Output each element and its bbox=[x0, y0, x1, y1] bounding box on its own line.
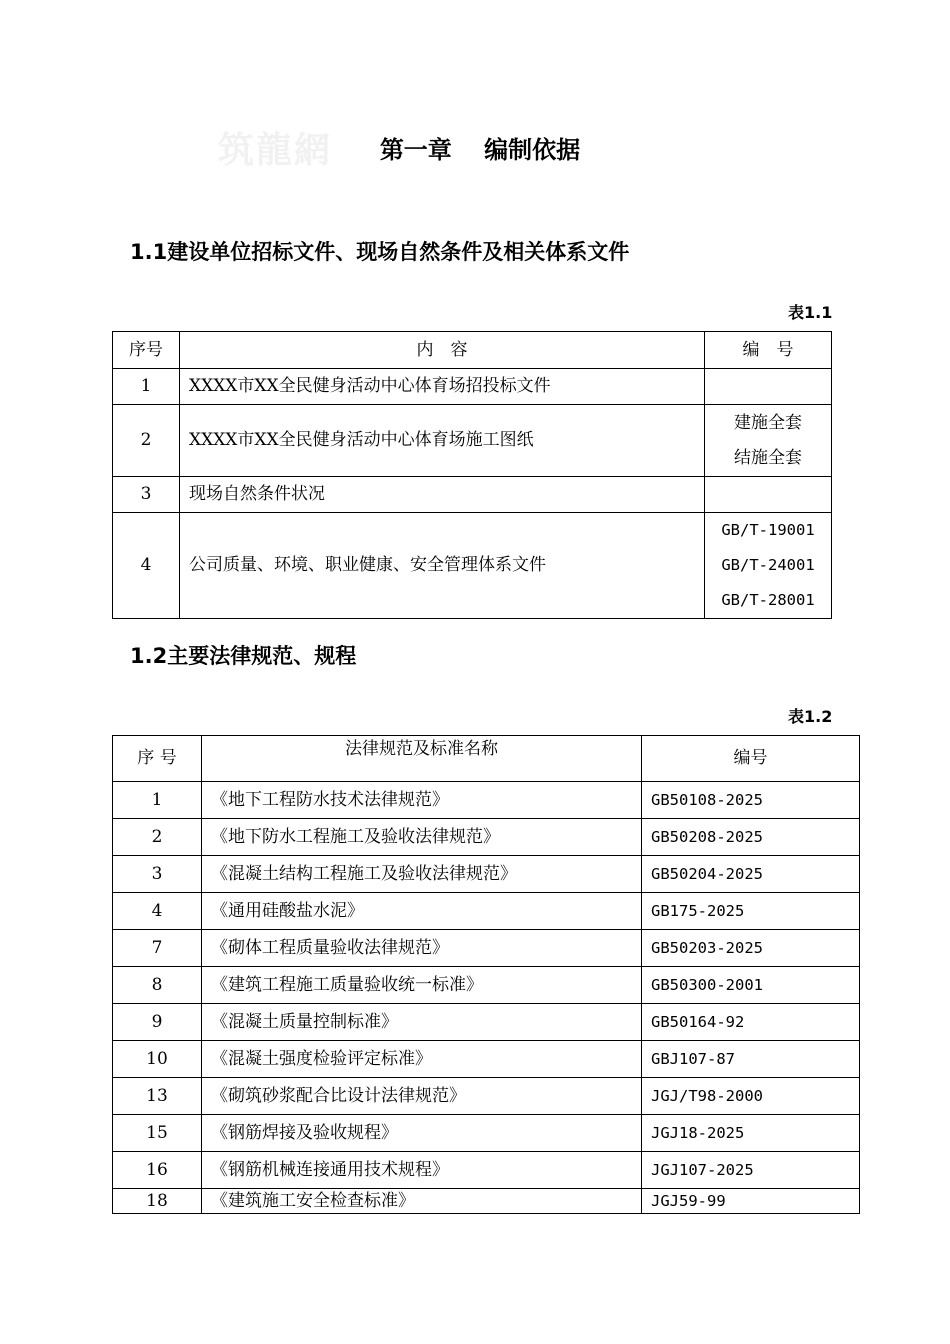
table-header-row bbox=[113, 332, 832, 369]
row-code bbox=[705, 513, 832, 619]
header-name: 法律规范及标准名称 bbox=[202, 736, 642, 782]
row-code: GB50208-2025 bbox=[642, 819, 860, 856]
row-code: GB50204-2025 bbox=[642, 856, 860, 893]
row-name: 《建筑施工安全检查标准》 bbox=[202, 1189, 642, 1214]
row-name: 《混凝土结构工程施工及验收法律规范》 bbox=[202, 856, 642, 893]
row-code: GB50203-2025 bbox=[642, 930, 860, 967]
row-code bbox=[705, 405, 832, 477]
row-name: 《建筑工程施工质量验收统一标准》 bbox=[202, 967, 642, 1004]
table-row bbox=[113, 856, 860, 893]
table-1-1 bbox=[112, 331, 832, 619]
table-row bbox=[113, 369, 832, 405]
row-content: XXXX市XX全民健身活动中心体育场招投标文件 bbox=[180, 369, 705, 405]
code-line: GB/T-24001 bbox=[721, 556, 815, 574]
row-name: 《钢筋机械连接通用技术规程》 bbox=[202, 1152, 642, 1189]
row-no: 3 bbox=[113, 477, 180, 513]
row-no: 7 bbox=[113, 930, 202, 967]
row-code bbox=[705, 477, 832, 513]
row-name: 《混凝土质量控制标准》 bbox=[202, 1004, 642, 1041]
row-code: GB175-2025 bbox=[642, 893, 860, 930]
row-content: XXXX市XX全民健身活动中心体育场施工图纸 bbox=[180, 405, 705, 477]
header-no: 序 号 bbox=[113, 736, 202, 782]
table-row bbox=[113, 967, 860, 1004]
row-name: 《砌体工程质量验收法律规范》 bbox=[202, 930, 642, 967]
table-row bbox=[113, 1189, 860, 1214]
watermark: 筑龍網 bbox=[218, 129, 333, 171]
row-name: 《砌筑砂浆配合比设计法律规范》 bbox=[202, 1078, 642, 1115]
section-title-1-1: 1.1建设单位招标文件、现场自然条件及相关体系文件 bbox=[130, 240, 630, 264]
table-caption-1-2: 表1.2 bbox=[788, 707, 833, 726]
row-no: 1 bbox=[113, 782, 202, 819]
header-content: 内 容 bbox=[180, 332, 705, 369]
chapter-title: 第一章 编制依据 bbox=[379, 136, 581, 164]
table-row bbox=[113, 893, 860, 930]
row-content: 现场自然条件状况 bbox=[180, 477, 705, 513]
row-code bbox=[705, 369, 832, 405]
code-line: GB/T-19001 bbox=[721, 521, 815, 539]
table-row bbox=[113, 1041, 860, 1078]
row-name: 《混凝土强度检验评定标准》 bbox=[202, 1041, 642, 1078]
row-no: 13 bbox=[113, 1078, 202, 1115]
row-name: 《钢筋焊接及验收规程》 bbox=[202, 1115, 642, 1152]
table-row bbox=[113, 1152, 860, 1189]
header-code: 编 号 bbox=[705, 332, 832, 369]
table-row bbox=[113, 819, 860, 856]
row-code: JGJ18-2025 bbox=[642, 1115, 860, 1152]
table-1-2 bbox=[112, 735, 860, 1214]
code-line: 建施全套 bbox=[734, 412, 802, 433]
row-no: 18 bbox=[113, 1189, 202, 1214]
code-line: 结施全套 bbox=[734, 447, 802, 468]
row-code: GB50108-2025 bbox=[642, 782, 860, 819]
table-row bbox=[113, 405, 832, 477]
row-code: GBJ107-87 bbox=[642, 1041, 860, 1078]
row-no: 10 bbox=[113, 1041, 202, 1078]
row-content: 公司质量、环境、职业健康、安全管理体系文件 bbox=[180, 513, 705, 619]
table-row bbox=[113, 930, 860, 967]
table-row bbox=[113, 782, 860, 819]
section-title-1-2: 1.2主要法律规范、规程 bbox=[130, 644, 357, 668]
row-code: JGJ59-99 bbox=[642, 1189, 860, 1214]
table-row bbox=[113, 1078, 860, 1115]
table-row bbox=[113, 477, 832, 513]
row-no: 16 bbox=[113, 1152, 202, 1189]
table-header-row bbox=[113, 736, 860, 782]
table-row bbox=[113, 1115, 860, 1152]
row-no: 8 bbox=[113, 967, 202, 1004]
row-name: 《通用硅酸盐水泥》 bbox=[202, 893, 642, 930]
code-line: GB/T-28001 bbox=[721, 591, 815, 609]
table-row bbox=[113, 513, 832, 619]
header-code: 编号 bbox=[642, 736, 860, 782]
table-caption-1-1: 表1.1 bbox=[788, 303, 833, 322]
row-no: 3 bbox=[113, 856, 202, 893]
row-code: GB50164-92 bbox=[642, 1004, 860, 1041]
row-name: 《地下工程防水技术法律规范》 bbox=[202, 782, 642, 819]
row-no: 4 bbox=[113, 893, 202, 930]
row-no: 9 bbox=[113, 1004, 202, 1041]
row-no: 1 bbox=[113, 369, 180, 405]
row-no: 15 bbox=[113, 1115, 202, 1152]
row-no: 2 bbox=[113, 405, 180, 477]
row-no: 4 bbox=[113, 513, 180, 619]
row-name: 《地下防水工程施工及验收法律规范》 bbox=[202, 819, 642, 856]
header-no: 序号 bbox=[113, 332, 180, 369]
table-row bbox=[113, 1004, 860, 1041]
row-code: JGJ107-2025 bbox=[642, 1152, 860, 1189]
row-code: JGJ/T98-2000 bbox=[642, 1078, 860, 1115]
row-code: GB50300-2001 bbox=[642, 967, 860, 1004]
row-no: 2 bbox=[113, 819, 202, 856]
